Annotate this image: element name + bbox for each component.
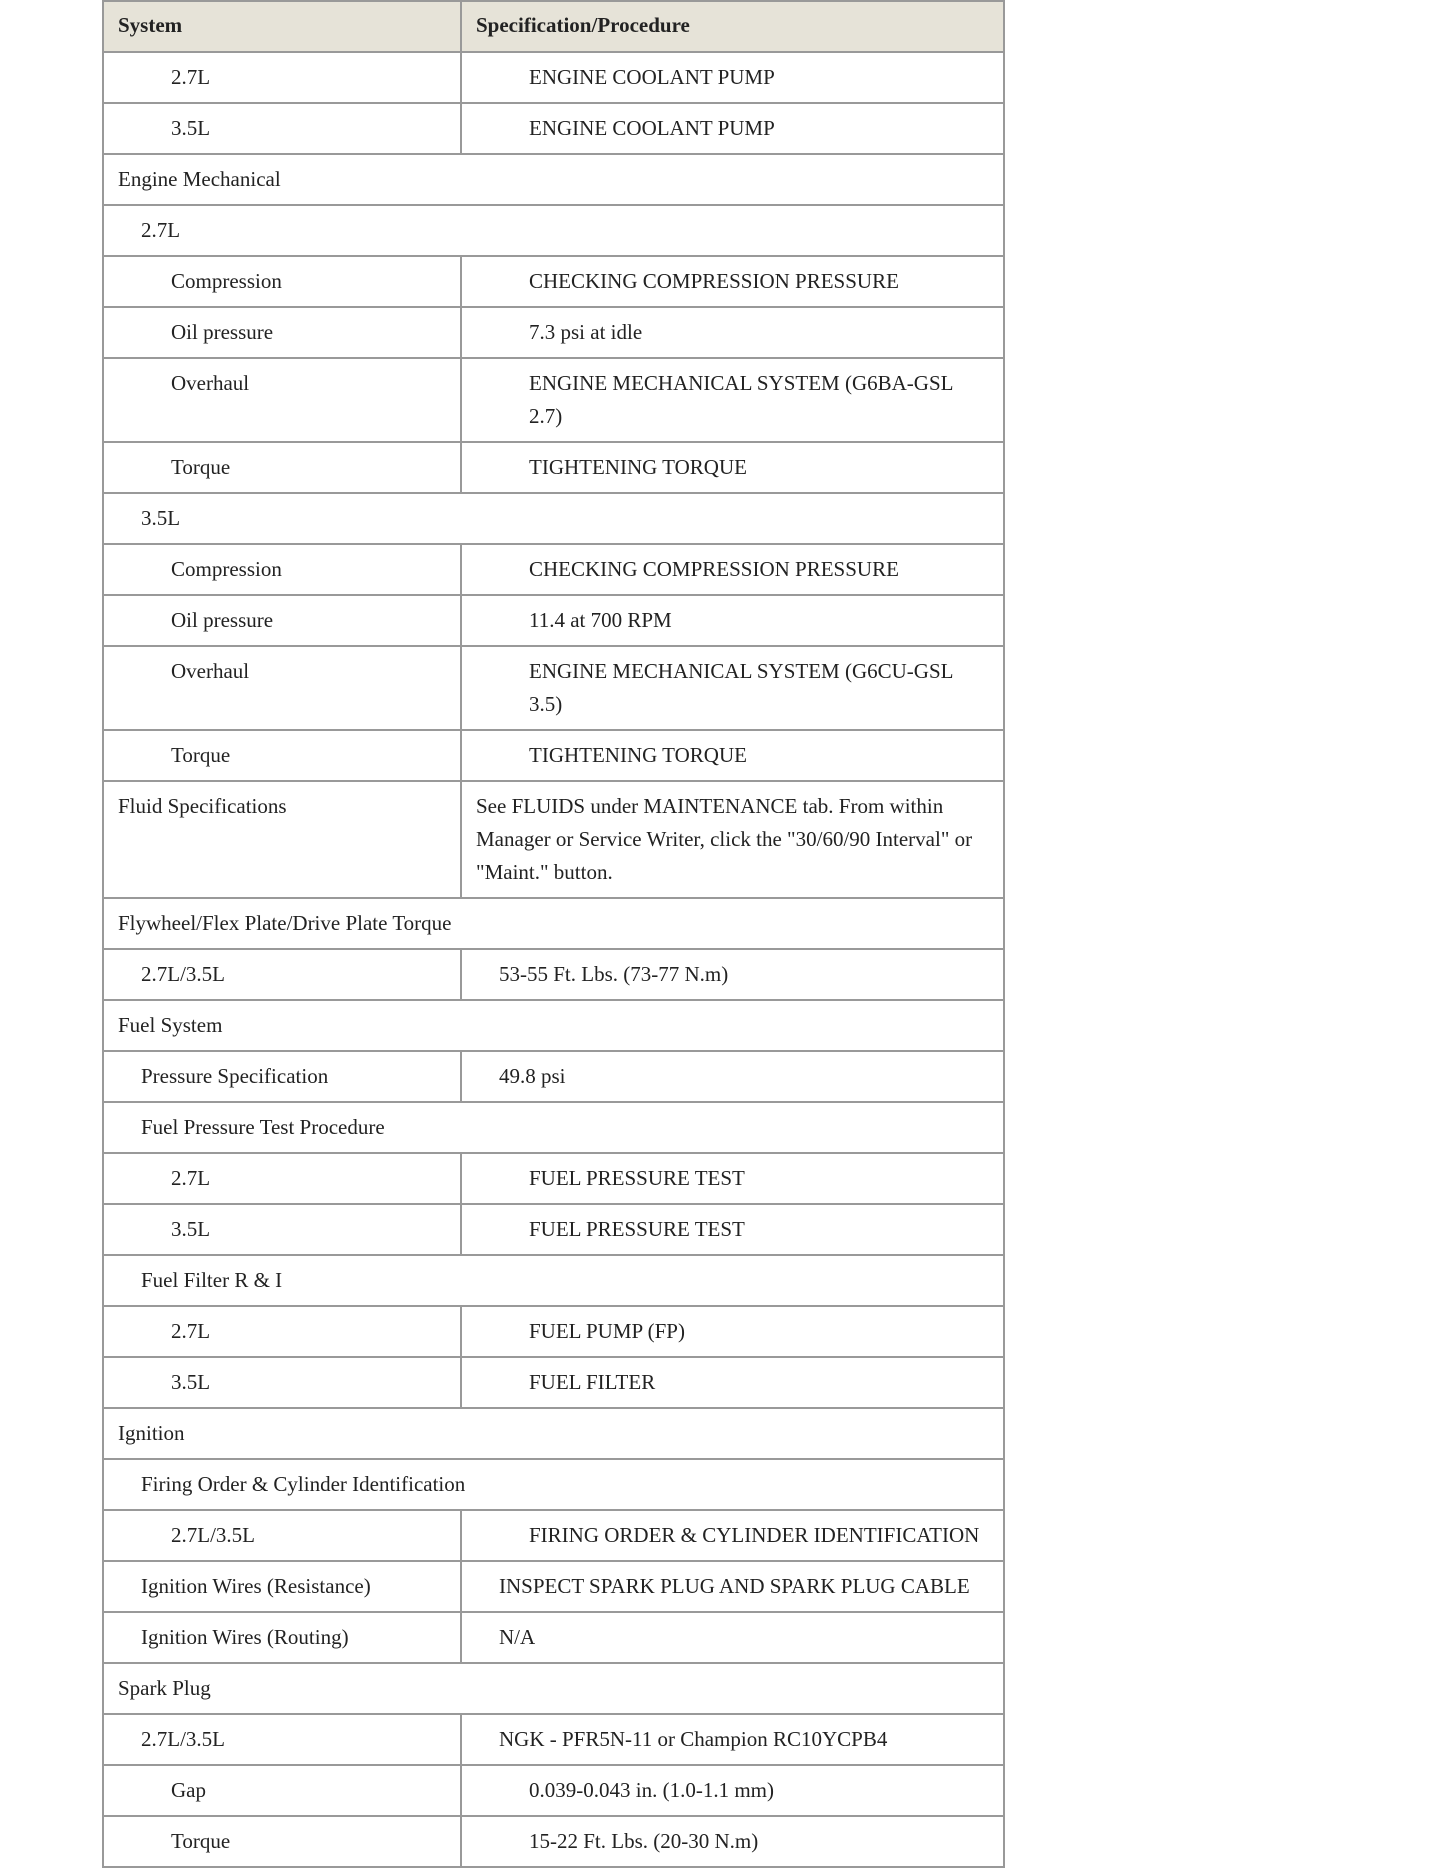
specification-cell: FIRING ORDER & CYLINDER IDENTIFICATION [461, 1510, 1004, 1561]
section-row [103, 1663, 1004, 1714]
section-label: Firing Order & Cylinder Identification [103, 1459, 1004, 1510]
section-row [103, 898, 1004, 949]
table-row [103, 256, 1004, 307]
specification-cell: INSPECT SPARK PLUG AND SPARK PLUG CABLE [461, 1561, 1004, 1612]
system-cell: 2.7L/3.5L [103, 1510, 461, 1561]
table-row [103, 781, 1004, 898]
system-cell: Ignition Wires (Resistance) [103, 1561, 461, 1612]
system-cell: 2.7L [103, 1306, 461, 1357]
section-row [103, 1102, 1004, 1153]
section-row [103, 205, 1004, 256]
specification-cell: N/A [461, 1612, 1004, 1663]
table-row [103, 1204, 1004, 1255]
section-row [103, 1459, 1004, 1510]
header-system: System [103, 1, 461, 52]
specification-cell: CHECKING COMPRESSION PRESSURE [461, 256, 1004, 307]
header-row [103, 1, 1004, 52]
system-cell: Pressure Specification [103, 1051, 461, 1102]
table-row [103, 1306, 1004, 1357]
system-cell: Compression [103, 256, 461, 307]
system-cell: Oil pressure [103, 595, 461, 646]
specification-cell: TIGHTENING TORQUE [461, 730, 1004, 781]
table-row [103, 1816, 1004, 1867]
system-cell: Overhaul [103, 358, 461, 442]
specification-cell: 49.8 psi [461, 1051, 1004, 1102]
table-row [103, 307, 1004, 358]
table-body [103, 52, 1004, 1867]
system-cell: 3.5L [103, 103, 461, 154]
system-cell: 3.5L [103, 1357, 461, 1408]
specification-cell: FUEL PUMP (FP) [461, 1306, 1004, 1357]
table-row [103, 1612, 1004, 1663]
table-row [103, 52, 1004, 103]
section-label: 2.7L [103, 205, 1004, 256]
specification-cell: FUEL PRESSURE TEST [461, 1204, 1004, 1255]
table-row [103, 595, 1004, 646]
specification-table [102, 0, 1005, 1868]
table-row [103, 544, 1004, 595]
system-cell: 2.7L [103, 52, 461, 103]
section-row [103, 154, 1004, 205]
system-cell: Torque [103, 1816, 461, 1867]
section-label: Engine Mechanical [103, 154, 1004, 205]
table-row [103, 1153, 1004, 1204]
table-row [103, 103, 1004, 154]
specification-cell: ENGINE COOLANT PUMP [461, 103, 1004, 154]
header-specification: Specification/Procedure [461, 1, 1004, 52]
system-cell: Torque [103, 730, 461, 781]
specification-cell: FUEL FILTER [461, 1357, 1004, 1408]
specification-cell: CHECKING COMPRESSION PRESSURE [461, 544, 1004, 595]
section-row [103, 493, 1004, 544]
section-label: Fuel Pressure Test Procedure [103, 1102, 1004, 1153]
table-row [103, 1714, 1004, 1765]
system-cell: 2.7L/3.5L [103, 949, 461, 1000]
section-row [103, 1000, 1004, 1051]
section-label: Flywheel/Flex Plate/Drive Plate Torque [103, 898, 1004, 949]
specification-cell: NGK - PFR5N-11 or Champion RC10YCPB4 [461, 1714, 1004, 1765]
system-cell: 2.7L/3.5L [103, 1714, 461, 1765]
section-row [103, 1408, 1004, 1459]
system-cell: Ignition Wires (Routing) [103, 1612, 461, 1663]
specification-cell: TIGHTENING TORQUE [461, 442, 1004, 493]
table-header [103, 1, 1004, 52]
table-row [103, 1561, 1004, 1612]
table-row [103, 1510, 1004, 1561]
table-row [103, 1051, 1004, 1102]
specification-cell: ENGINE MECHANICAL SYSTEM (G6CU-GSL 3.5) [461, 646, 1004, 730]
specification-cell: ENGINE MECHANICAL SYSTEM (G6BA-GSL 2.7) [461, 358, 1004, 442]
table-row [103, 442, 1004, 493]
system-cell: Overhaul [103, 646, 461, 730]
table-row [103, 358, 1004, 442]
specification-cell: ENGINE COOLANT PUMP [461, 52, 1004, 103]
section-label: Ignition [103, 1408, 1004, 1459]
table-row [103, 1357, 1004, 1408]
system-cell: 3.5L [103, 1204, 461, 1255]
specification-cell: See FLUIDS under MAINTENANCE tab. From within Manager or Service Writer, click the "30/60/90 Interval" or "Maint." button. [461, 781, 1004, 898]
table-row [103, 949, 1004, 1000]
system-cell: Oil pressure [103, 307, 461, 358]
table-row [103, 1765, 1004, 1816]
section-label: Spark Plug [103, 1663, 1004, 1714]
section-label: 3.5L [103, 493, 1004, 544]
table-row [103, 646, 1004, 730]
section-label: Fuel Filter R & I [103, 1255, 1004, 1306]
specification-cell: 53-55 Ft. Lbs. (73-77 N.m) [461, 949, 1004, 1000]
specification-cell: 0.039-0.043 in. (1.0-1.1 mm) [461, 1765, 1004, 1816]
system-cell: 2.7L [103, 1153, 461, 1204]
specification-cell: 11.4 at 700 RPM [461, 595, 1004, 646]
system-cell: Gap [103, 1765, 461, 1816]
system-cell: Torque [103, 442, 461, 493]
specification-cell: FUEL PRESSURE TEST [461, 1153, 1004, 1204]
table-row [103, 730, 1004, 781]
system-cell: Compression [103, 544, 461, 595]
system-cell: Fluid Specifications [103, 781, 461, 898]
section-label: Fuel System [103, 1000, 1004, 1051]
specification-cell: 15-22 Ft. Lbs. (20-30 N.m) [461, 1816, 1004, 1867]
section-row [103, 1255, 1004, 1306]
specification-cell: 7.3 psi at idle [461, 307, 1004, 358]
